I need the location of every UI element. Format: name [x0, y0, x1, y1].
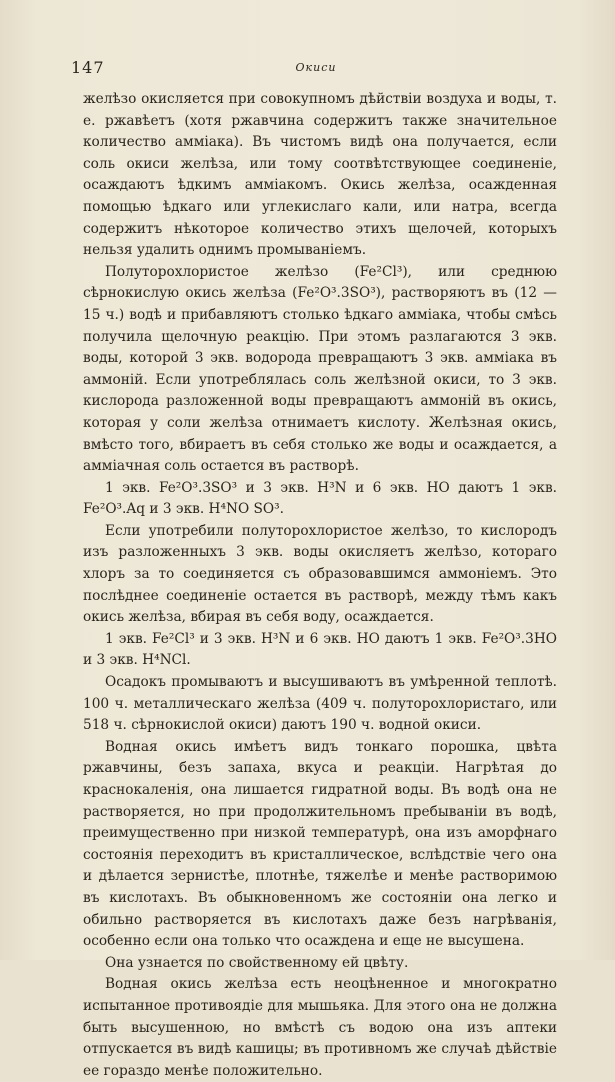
- paragraph: Если употребили полуторохлористое желѣзо, то кислородъ изъ разложенныхъ 3 экв. воды окисляетъ желѣзо, котораго хлоръ за то соединяется съ образовавшимся аммоніемъ. Это послѣднее соединеніе остается въ растворѣ, между тѣмъ какъ окись желѣза, вбирая въ себя воду, осаждается.: [83, 522, 557, 626]
- paragraph: Полуторохлористое желѣзо (Fe²Cl³), или среднюю сѣрнокислую окись желѣза (Fe²O³.3SO³), растворяютъ въ (12 — 15 ч.) водѣ и прибавляютъ столько ѣдкаго амміака, чтобы смѣсь получила щелочную реакцію. При этомъ разлагаются 3 экв. воды, которой 3 экв. водорода превращаютъ 3 экв. амміака въ аммоній. Если употреблялась соль желѣзной окиси, то 3 экв. кислорода разложенной воды превращаютъ аммоній въ окись, которая у соли желѣза отнимаетъ кислоту. Желѣзная окись, вмѣсто того, вбираетъ въ себя столько же воды и осаждается, а амміачная соль остается въ растворѣ.: [83, 263, 557, 475]
- body-text: [83, 89, 557, 1082]
- paragraph: Осадокъ промываютъ и высушиваютъ въ умѣренной теплотѣ. 100 ч. металлическаго желѣза (409 ч. полуторохлористаго, или 518 ч. сѣрнокислой окиси) даютъ 190 ч. водной окиси.: [83, 674, 557, 734]
- reaction-equation: 1 экв. Fe²O³.3SO³ и 3 экв. H³N и 6 экв. HO даютъ 1 экв. Fe²O³.Aq и 3 экв. H⁴NO SO³.: [83, 479, 557, 518]
- paragraph: Она узнается по свойственному ей цвѣту.: [105, 954, 409, 971]
- page-header: [71, 58, 561, 78]
- paragraph: Водная окись имѣетъ видъ тонкаго порошка, цвѣта ржавчины, безъ запаха, вкуса и реакціи. Нагрѣтая до краснокаленія, она лишается гидратной воды. Въ водѣ она не растворяется, но при продолжительномъ пребываніи въ водѣ, преимущественно при низкой температурѣ, она изъ аморфнаго состоянія переходитъ въ кристаллическое, вслѣдствіе чего она и дѣлается зернистѣе, плотнѣе, тяжелѣе и менѣе растворимою въ кислотахъ. Въ обыкновенномъ же состояніи она легко и обильно растворяется въ кислотахъ даже безъ нагрѣванія, особенно если она только что осаждена и еще не высушена.: [83, 738, 557, 950]
- paragraph: желѣзо окисляется при совокупномъ дѣйствіи воздуха и воды, т. е. ржавѣетъ (хотя ржавчина содержитъ также значительное количество амміака). Въ чистомъ видѣ она получается, если соль окиси желѣза, или тому соотвѣтствующее соединеніе, осаждаютъ ѣдкимъ амміакомъ. Окись желѣза, осажденная помощью ѣдкаго или углекислаго кали, или натра, всегда содержитъ нѣкоторое количество этихъ щелочей, которыхъ нельзя удалить однимъ промываніемъ.: [83, 91, 557, 259]
- reaction-equation: 1 экв. Fe²Cl³ и 3 экв. H³N и 6 экв. HO даютъ 1 экв. Fe²O³.3HO и 3 экв. H⁴NCl.: [83, 630, 557, 669]
- paragraph: Водная окись желѣза есть неоцѣненное и многократно испытанное противоядіе для мышьяка. Для этого она не должна быть высушенною, но вмѣстѣ съ водою она изъ аптеки отпускается въ видѣ кашицы; въ противномъ же случаѣ дѣйствіе ее гораздо менѣе положительно.: [83, 976, 557, 1079]
- running-title: Окиси: [295, 61, 337, 74]
- page-number: 147: [71, 58, 105, 77]
